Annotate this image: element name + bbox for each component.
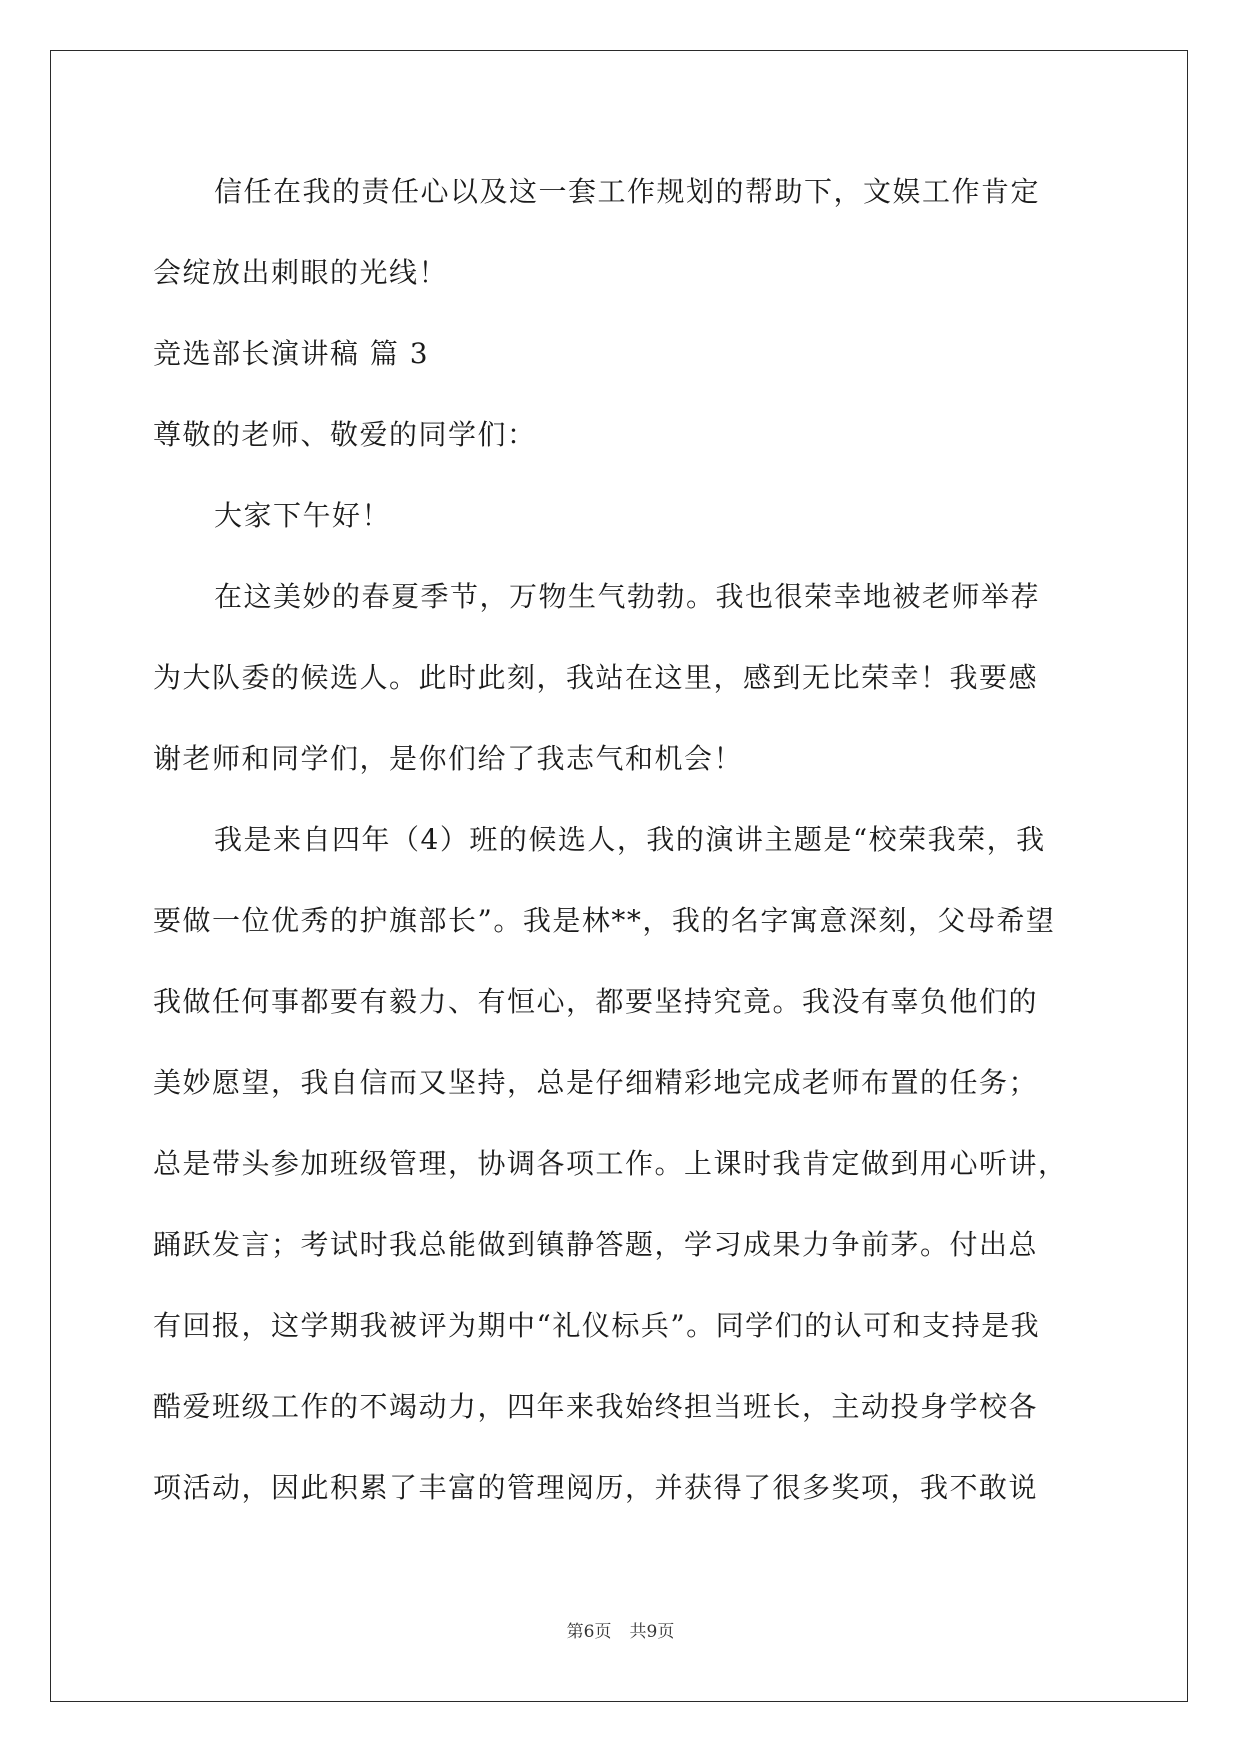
paragraph-line: 项活动，因此积累了丰富的管理阅历，并获得了很多奖项，我不敢说 xyxy=(153,1471,1039,1504)
paragraph-line: 我是来自四年（4）班的候选人，我的演讲主题是“校荣我荣，我 xyxy=(214,823,1046,856)
paragraph-line: 酷爱班级工作的不竭动力，四年来我始终担当班长，主动投身学校各 xyxy=(153,1390,1039,1423)
paragraph-line: 我做任何事都要有毅力、有恒心，都要坚持究竟。我没有辜负他们的 xyxy=(153,985,1039,1018)
paragraph-line: 要做一位优秀的护旗部长”。我是林**，我的名字寓意深刻，父母希望 xyxy=(153,904,1056,937)
paragraph-line: 为大队委的候选人。此时此刻，我站在这里，感到无比荣幸！我要感 xyxy=(153,661,1039,694)
paragraph-line: 踊跃发言；考试时我总能做到镇静答题，学习成果力争前茅。付出总 xyxy=(153,1228,1039,1261)
page-footer xyxy=(0,1617,1241,1642)
greeting: 大家下午好！ xyxy=(214,499,392,532)
paragraph-line: 谢老师和同学们，是你们给了我志气和机会！ xyxy=(153,742,744,775)
paragraph-line: 信任在我的责任心以及这一套工作规划的帮助下，文娱工作肯定 xyxy=(214,175,1041,208)
paragraph-line: 总是带头参加班级管理，协调各项工作。上课时我肯定做到用心听讲， xyxy=(153,1147,1068,1180)
section-heading: 竞选部长演讲稿 篇 3 xyxy=(153,337,430,370)
salutation: 尊敬的老师、敬爱的同学们： xyxy=(153,418,537,451)
paragraph-line: 会绽放出刺眼的光线！ xyxy=(153,256,449,289)
paragraph-line: 在这美妙的春夏季节，万物生气勃勃。我也很荣幸地被老师举荐 xyxy=(214,580,1041,613)
total-page-count: 共9页 xyxy=(629,1622,675,1642)
paragraph-line: 美妙愿望，我自信而又坚持，总是仔细精彩地完成老师布置的任务； xyxy=(153,1066,1039,1099)
document-body xyxy=(153,168,1093,1545)
current-page-number: 第6页 xyxy=(566,1622,612,1642)
paragraph-line: 有回报，这学期我被评为期中“礼仪标兵”。同学们的认可和支持是我 xyxy=(153,1309,1041,1342)
